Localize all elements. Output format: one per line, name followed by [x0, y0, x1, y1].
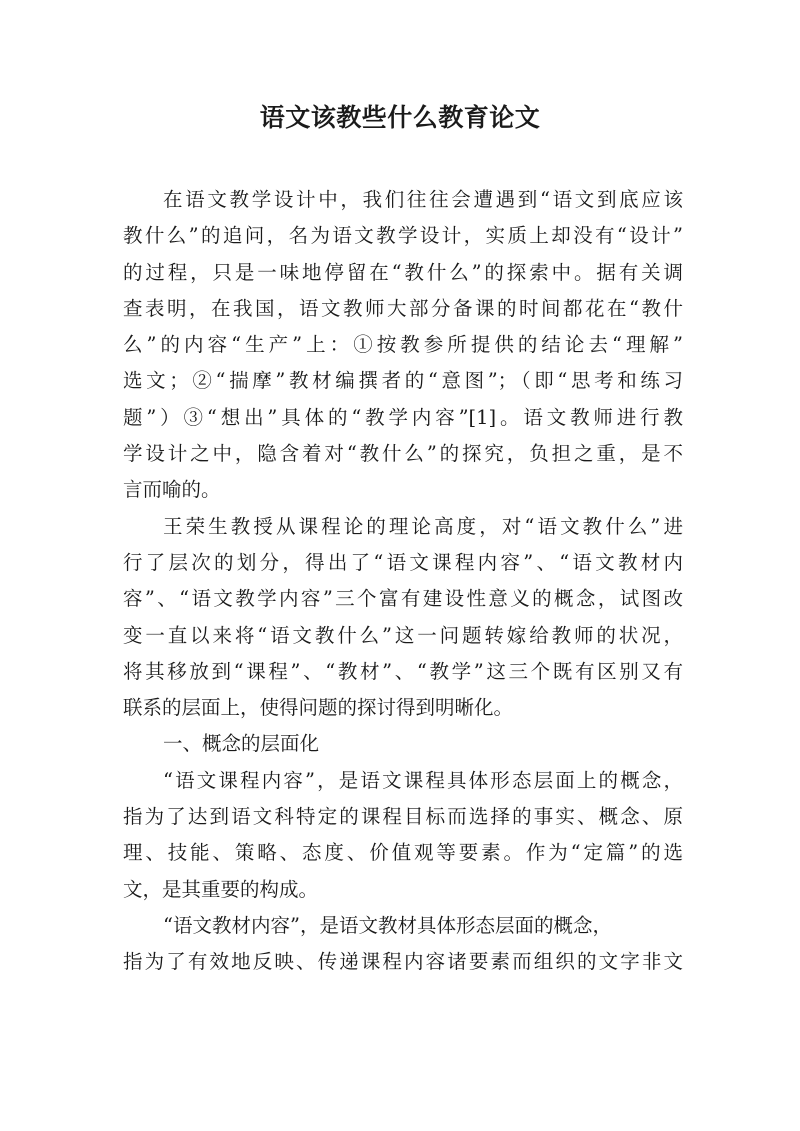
text-line: 将其移放到“课程”、“教材”、“教学”这三个既有区别又有 — [123, 659, 683, 683]
text-line: “语文课程内容”，是语文课程具体形态层面上的概念， — [163, 768, 683, 792]
text-line: 学设计之中，隐含着对“教什么”的探究，负担之重，是不 — [123, 442, 683, 466]
text-line: 王荣生教授从课程论的理论高度，对“语文教什么”进 — [163, 514, 683, 538]
text-line: 文，是其重要的构成。 — [123, 877, 319, 901]
text-line: 容”、“语文教学内容”三个富有建设性意义的概念，试图改 — [123, 587, 683, 611]
text-line: 指为了达到语文科特定的课程目标而选择的事实、概念、原 — [123, 805, 683, 829]
text-line: “语文教材内容”，是语文教材具体形态层面的概念， — [163, 913, 612, 937]
text-line: 么”的内容“生产”上：①按教参所提供的结论去“理解” — [123, 333, 683, 357]
text-line: 行了层次的划分，得出了“语文课程内容”、“语文教材内 — [123, 550, 683, 574]
text-line: 指为了有效地反映、传递课程内容诸要素而组织的文字非文 — [123, 950, 683, 974]
text-line: 教什么”的追问，名为语文教学设计，实质上却没有“设计” — [123, 224, 683, 248]
text-line: 变一直以来将“语文教什么”这一问题转嫁给教师的状况， — [123, 623, 683, 647]
text-line: 查表明，在我国，语文教师大部分备课的时间都花在“教什 — [123, 296, 683, 320]
text-line: 在语文教学设计中，我们往往会遭遇到“语文到底应该 — [163, 188, 683, 211]
text-line: 联系的层面上，使得问题的探讨得到明晰化。 — [123, 696, 514, 720]
text-line: 选文；②“揣摩”教材编撰者的“意图”；（即“思考和练习 — [123, 369, 683, 393]
document-body — [123, 182, 683, 981]
text-line: 言而喻的。 — [123, 478, 221, 502]
text-line: 一、概念的层面化 — [163, 732, 320, 756]
text-line: 理、技能、策略、态度、价值观等要素。作为“定篇”的选 — [123, 841, 683, 865]
document-title: 语文该教些什么教育论文 — [259, 103, 541, 132]
text-line: 的过程，只是一味地停留在“教什么”的探索中。据有关调 — [123, 260, 683, 284]
text-line: 题”）③“想出”具体的“教学内容”[1]。语文教师进行教 — [123, 405, 683, 429]
